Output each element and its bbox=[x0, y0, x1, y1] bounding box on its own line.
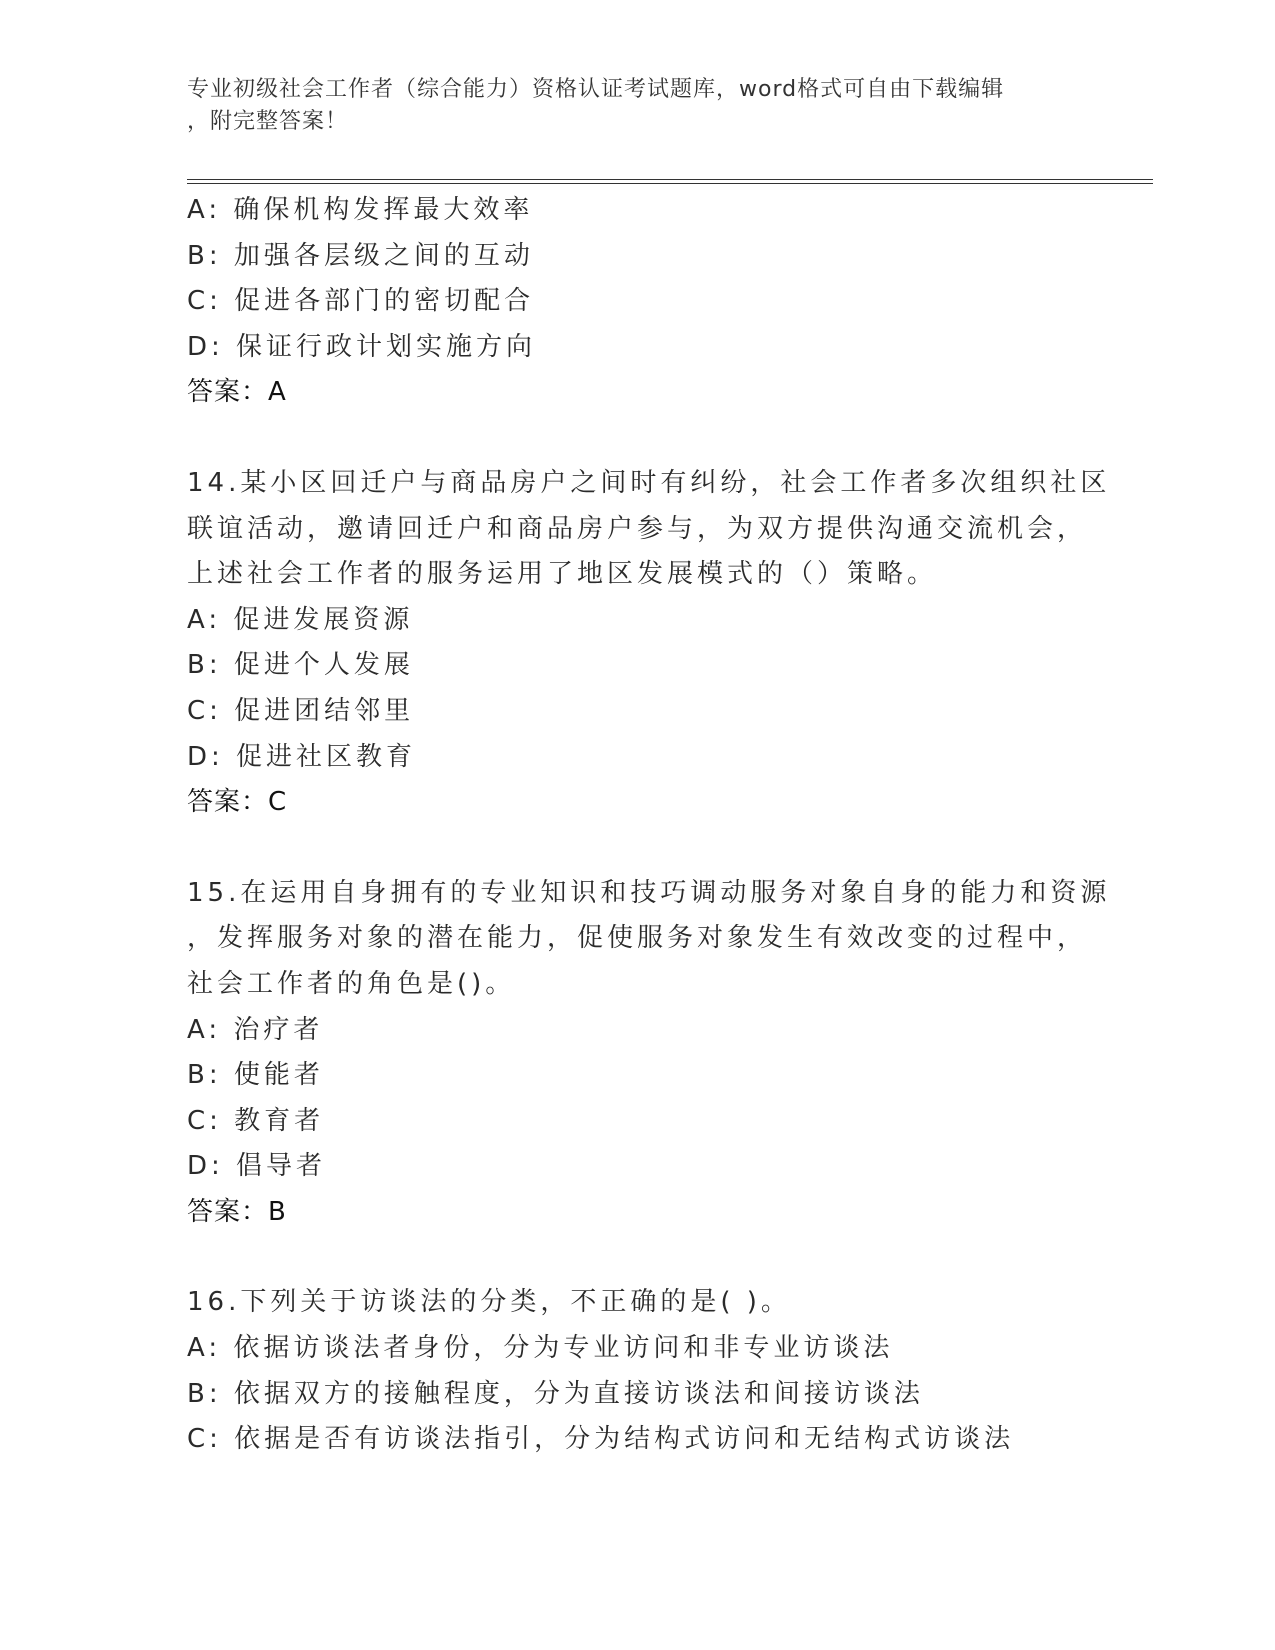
question-13 bbox=[187, 188, 1127, 416]
option-c: C: 教育者 bbox=[187, 1105, 325, 1136]
answer-value: B bbox=[268, 1196, 286, 1227]
stem-line: 上述社会工作者的服务运用了地区发展模式的（）策略。 bbox=[187, 559, 938, 590]
question-stem bbox=[187, 1280, 1127, 1326]
document-header bbox=[187, 74, 1067, 138]
option-d: D: 倡导者 bbox=[187, 1151, 327, 1182]
stem-line: 社会工作者的角色是()。 bbox=[187, 968, 516, 999]
header-line-2: ，附完整答案！ bbox=[187, 109, 349, 134]
option-b: B: 依据双方的接触程度，分为直接访谈法和间接访谈法 bbox=[187, 1378, 924, 1409]
option-b: B: 促进个人发展 bbox=[187, 650, 414, 681]
option-c: C: 依据是否有访谈法指引，分为结构式访问和无结构式访谈法 bbox=[187, 1424, 1015, 1455]
question-stem bbox=[187, 461, 1127, 598]
option-a: A: 促进发展资源 bbox=[187, 604, 414, 635]
option-b: B: 加强各层级之间的互动 bbox=[187, 240, 534, 271]
header-divider-secondary bbox=[187, 183, 1153, 184]
answer-label: 答案： bbox=[187, 1196, 269, 1227]
header-line-1: 专业初级社会工作者（综合能力）资格认证考试题库，word格式可自由下载编辑 bbox=[187, 77, 1005, 102]
question-list bbox=[187, 188, 1127, 1463]
header-divider bbox=[187, 179, 1153, 180]
option-a: A: 依据访谈法者身份，分为专业访问和非专业访谈法 bbox=[187, 1333, 894, 1364]
option-c: C: 促进团结邻里 bbox=[187, 695, 415, 726]
question-15 bbox=[187, 871, 1127, 1236]
option-c: C: 促进各部门的密切配合 bbox=[187, 286, 535, 317]
stem-line: ，发挥服务对象的潜在能力，促使服务对象发生有效改变的过程中， bbox=[187, 923, 1088, 954]
option-a: A: 治疗者 bbox=[187, 1014, 324, 1045]
option-b: B: 使能者 bbox=[187, 1060, 324, 1091]
answer-value: A bbox=[268, 377, 286, 408]
question-14 bbox=[187, 461, 1127, 826]
option-a: A: 确保机构发挥最大效率 bbox=[187, 195, 534, 225]
answer-label: 答案： bbox=[187, 787, 269, 818]
stem-line: 15.在运用自身拥有的专业知识和技巧调动服务对象自身的能力和资源 bbox=[187, 877, 1111, 908]
stem-line: 联谊活动，邀请回迁户和商品房户参与，为双方提供沟通交流机会， bbox=[187, 513, 1088, 544]
answer-label: 答案： bbox=[187, 377, 269, 408]
option-d: D: 促进社区教育 bbox=[187, 741, 417, 772]
answer-value: C bbox=[268, 787, 287, 818]
answer-line bbox=[187, 370, 1127, 416]
question-stem bbox=[187, 871, 1127, 1008]
option-d: D: 保证行政计划实施方向 bbox=[187, 331, 537, 362]
stem-line: 14.某小区回迁户与商品房户之间时有纠纷，社会工作者多次组织社区 bbox=[187, 467, 1111, 498]
question-16 bbox=[187, 1280, 1127, 1462]
answer-line bbox=[187, 1190, 1127, 1236]
stem-line: 16.下列关于访谈法的分类，不正确的是( )。 bbox=[187, 1287, 791, 1318]
answer-line bbox=[187, 780, 1127, 826]
